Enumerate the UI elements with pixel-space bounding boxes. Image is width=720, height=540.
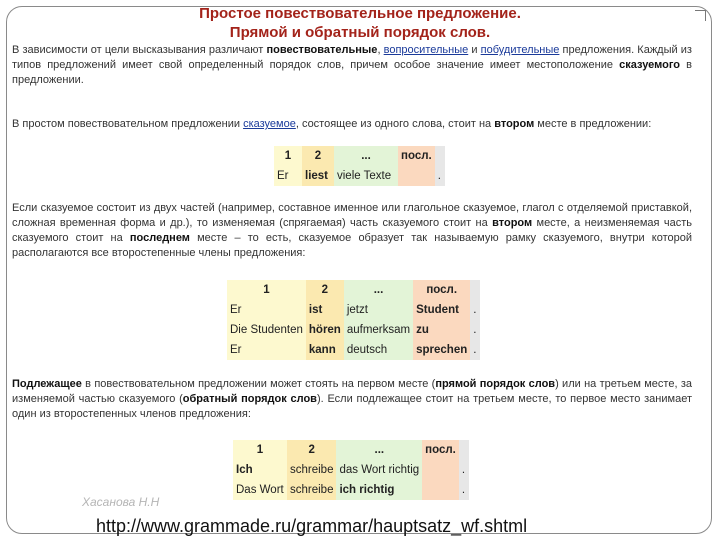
table-row: Ich schreibe das Wort richtig . (233, 460, 469, 480)
author-watermark: Хасанова Н.Н (82, 495, 160, 509)
link-predicate[interactable]: сказуемое (243, 118, 296, 130)
subject-paragraph: Подлежащее в повествовательном предложении может стоять на первом месте (прямой порядок слов) или на третьем месте, за изменяемой частью сказуемого (обратный порядок слов). Если подлежащее стоит на третьем месте, то первое место занимает один из второстепенных членов предложения: (12, 378, 692, 420)
term-narrative: повествовательные (266, 44, 378, 56)
page-title-line2: Прямой и обратный порядок слов. (229, 24, 491, 41)
predicate-paragraph: В простом повествовательном предложении сказуемое, состоящее из одного слова, стоит на втором месте в предложении: (12, 118, 652, 130)
source-url-link[interactable]: http://www.grammade.ru/grammar/hauptsatz_wf.shtml (96, 516, 528, 536)
table-header-row: 1 2 ... посл. (233, 440, 469, 460)
example-table-2 (227, 280, 480, 360)
example-table-3 (233, 440, 469, 500)
table-row: Die Studenten hören aufmerksam zu . (227, 320, 480, 340)
table-header-row: 1 2 ... посл. (274, 146, 445, 166)
link-imperative[interactable]: побудительные (480, 44, 560, 56)
table-header-row: 1 2 ... посл. (227, 280, 480, 300)
example-table-1 (274, 146, 445, 186)
page-title-line1: Простое повествовательное предложение. (199, 5, 521, 22)
table-row: Das Wort schreibe ich richtig . (233, 480, 469, 500)
table-row: Er liest viele Texte . (274, 166, 445, 186)
two-part-predicate-paragraph: Если сказуемое состоит из двух частей (например, составное именное или глагольное сказуемое, глагол с отделяемой приставкой, сложная временная форма и др.), то изменяемая (спрягаемая) часть сказуемого стоит на втором месте, а неизменяемая часть сказуемого стоит на последнем месте – то есть, сказуемое образует так называемую рамку сказуемого, внутри которой располагаются все второстепенные члены предложения: (12, 202, 693, 259)
link-interrogative[interactable]: вопросительные (383, 44, 469, 56)
table-row: Er kann deutsch sprechen . (227, 340, 480, 360)
intro-paragraph: В зависимости от цели высказывания различают повествовательные, вопросительные и побудительные предложения. Каждый из типов предложений имеет свой определенный порядок слов, причем особое значение имеет местоположение сказуемого в предложении. (12, 44, 692, 86)
table-row: Er ist jetzt Student . (227, 300, 480, 320)
